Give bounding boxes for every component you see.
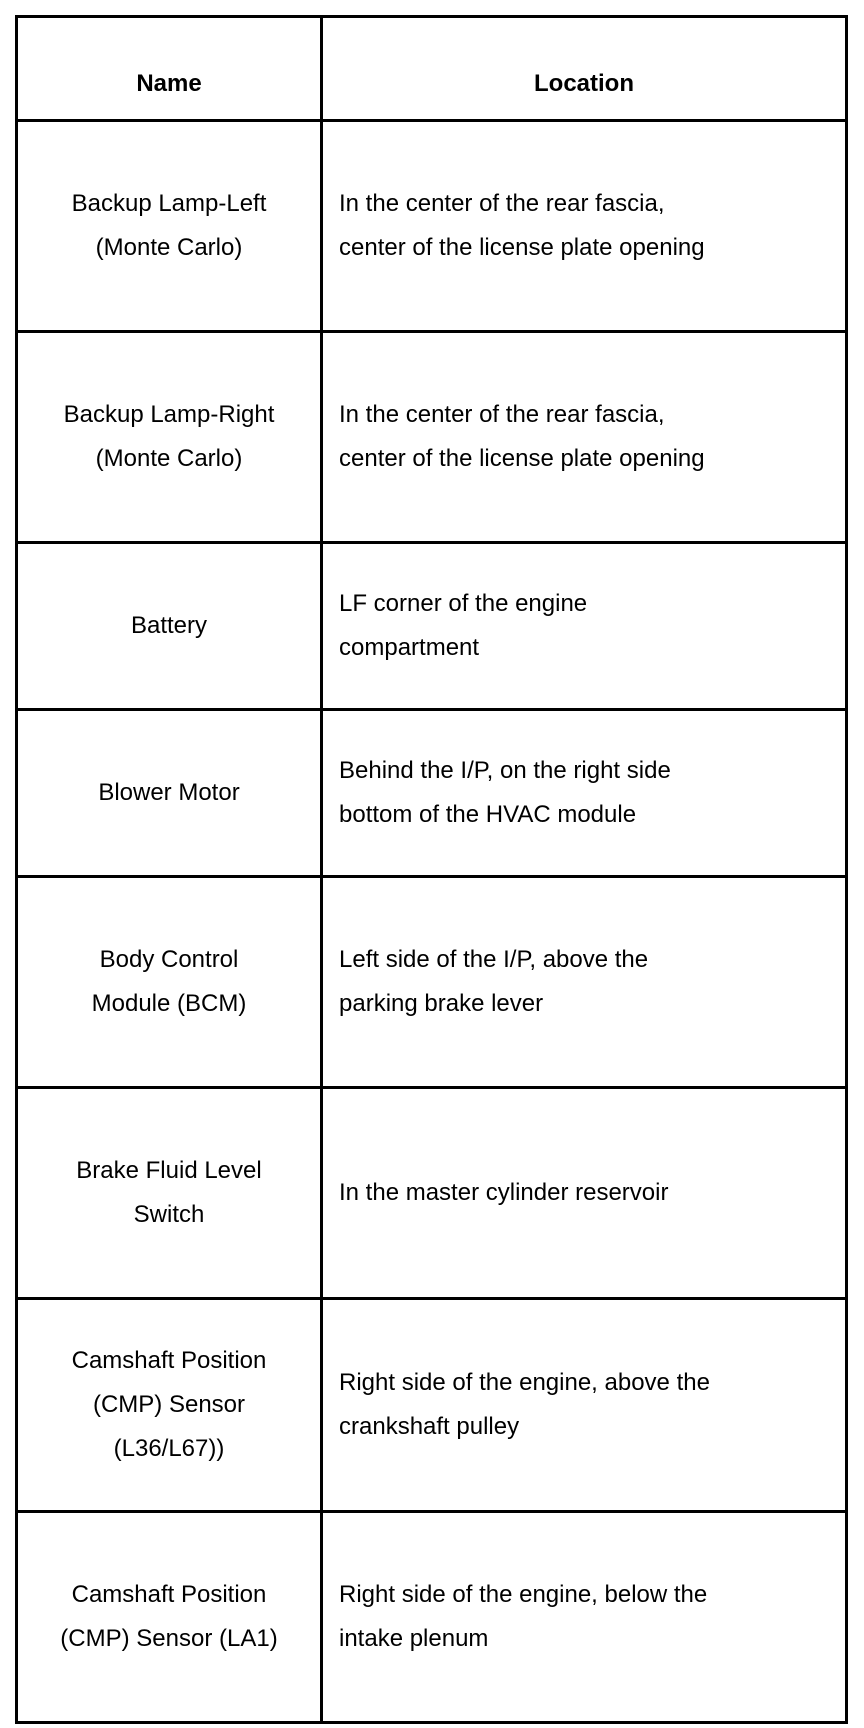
cell-location	[322, 710, 847, 877]
name-line: Blower Motor	[98, 779, 240, 806]
table-row	[17, 121, 847, 332]
location-line: In the master cylinder reservoir	[339, 1179, 669, 1206]
name-line: Battery	[130, 612, 208, 639]
table-row	[17, 710, 847, 877]
header-location: Location	[322, 17, 847, 121]
location-line: parking brake lever	[339, 990, 544, 1017]
name-line: (Monte Carlo)	[95, 445, 243, 472]
location-line: Right side of the engine, below the	[339, 1581, 708, 1608]
location-line: In the center of the rear fascia,	[339, 401, 665, 428]
cell-location	[322, 877, 847, 1088]
component-locator-table	[15, 15, 848, 1724]
name-line: (CMP) Sensor (LA1)	[60, 1625, 278, 1652]
location-line: center of the license plate opening	[339, 234, 705, 261]
name-line: (CMP) Sensor	[92, 1391, 246, 1418]
cell-name	[17, 121, 322, 332]
header-name: Name	[17, 17, 322, 121]
location-line: In the center of the rear fascia,	[339, 190, 665, 217]
name-line: Brake Fluid Level	[76, 1157, 262, 1184]
table-row	[17, 332, 847, 543]
location-line: Right side of the engine, above the	[339, 1369, 710, 1396]
location-line: center of the license plate opening	[339, 445, 705, 472]
name-line: Backup Lamp-Left	[71, 190, 267, 217]
location-line: Left side of the I/P, above the	[339, 946, 649, 973]
location-line: Behind the I/P, on the right side	[339, 757, 671, 784]
component-locator-table-wrapper	[15, 15, 845, 1724]
cell-location	[322, 543, 847, 710]
location-line: LF corner of the engine	[339, 590, 588, 617]
table-row	[17, 1299, 847, 1512]
location-line: crankshaft pulley	[339, 1413, 520, 1440]
cell-location	[322, 332, 847, 543]
table-header-row	[17, 17, 847, 121]
cell-name	[17, 332, 322, 543]
name-line: Backup Lamp-Right	[63, 401, 275, 428]
cell-name	[17, 710, 322, 877]
cell-location	[322, 1512, 847, 1723]
table-row	[17, 877, 847, 1088]
name-line: (L36/L67))	[113, 1435, 225, 1462]
table-row	[17, 1512, 847, 1723]
cell-location	[322, 1088, 847, 1299]
name-line: (Monte Carlo)	[95, 234, 243, 261]
cell-name	[17, 877, 322, 1088]
cell-name	[17, 1512, 322, 1723]
name-line: Body Control	[99, 946, 239, 973]
location-line: compartment	[339, 634, 480, 661]
location-line: intake plenum	[339, 1625, 489, 1652]
cell-location	[322, 1299, 847, 1512]
cell-location	[322, 121, 847, 332]
table-row	[17, 1088, 847, 1299]
table-row	[17, 543, 847, 710]
name-line: Module (BCM)	[91, 990, 247, 1017]
cell-name	[17, 1088, 322, 1299]
name-line: Switch	[133, 1201, 205, 1228]
cell-name	[17, 543, 322, 710]
cell-name	[17, 1299, 322, 1512]
location-line: bottom of the HVAC module	[339, 801, 637, 828]
name-line: Camshaft Position	[71, 1347, 267, 1374]
name-line: Camshaft Position	[71, 1581, 267, 1608]
